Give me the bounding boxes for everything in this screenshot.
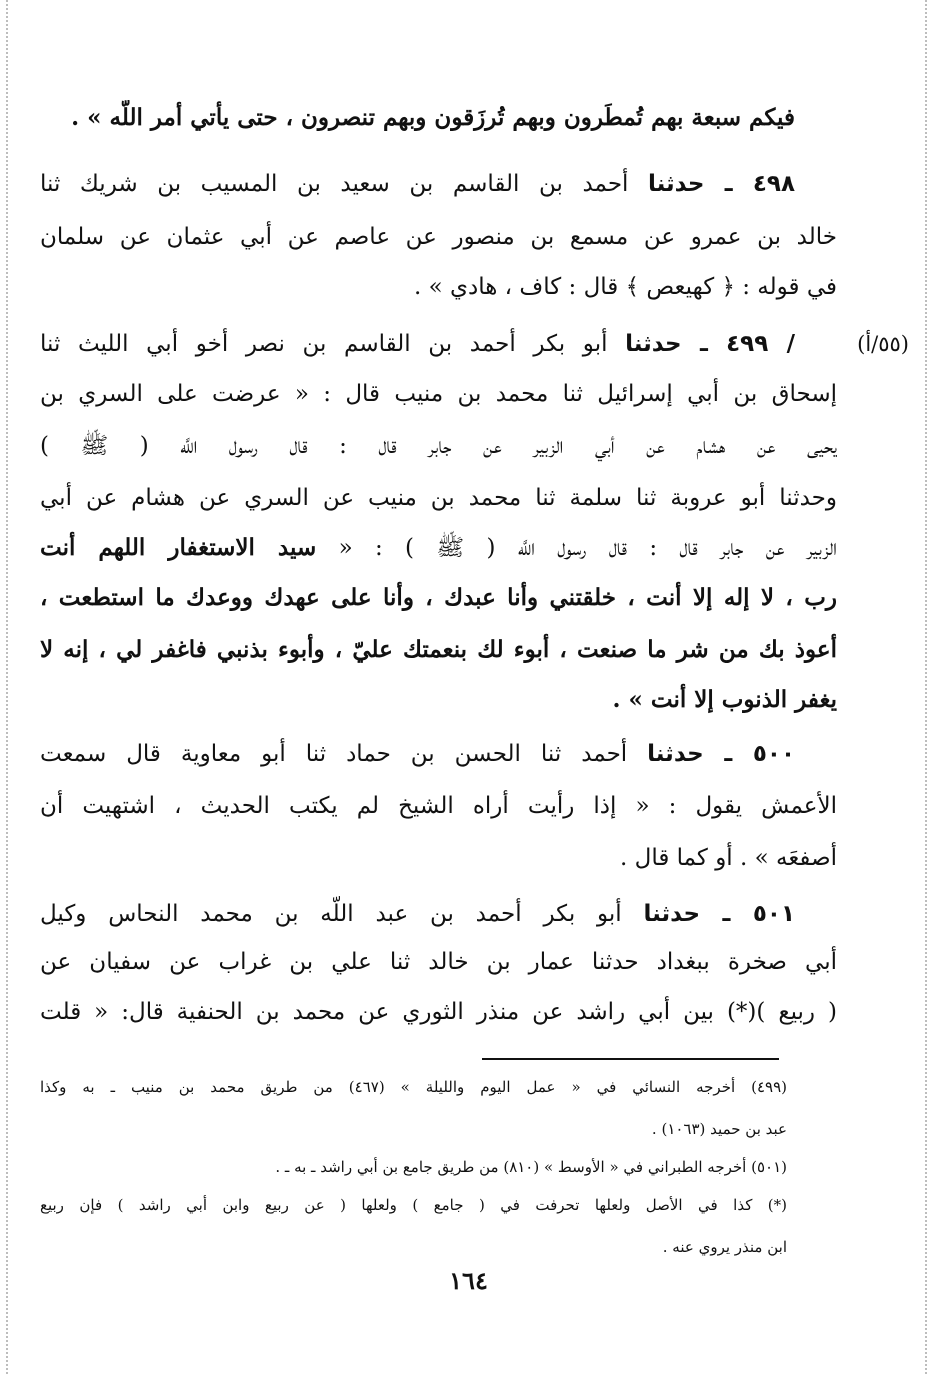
line-text: أحمد بن القاسم بن سعيد بن المسيب بن شريك ثنا	[40, 171, 648, 197]
text-line	[40, 788, 837, 828]
line-text: في قوله : ﴿ كهيعص ﴾ قال : كاف ، هادي » .	[413, 274, 837, 300]
text-line	[40, 840, 837, 880]
text-line	[40, 994, 837, 1034]
hadith-501-line-1	[40, 896, 795, 936]
hadith-498-line-1	[40, 166, 795, 206]
line-text: إسحاق بن أبي إسرائيل ثنا محمد بن منيب قال : « عرضت على السري بن	[40, 381, 837, 407]
footnote-line: (*) كذا في الأصل ولعلها تحرفت في ( جامع ) ولعلها ( عن ربيع وابن أبي راشد ) فإن ربيع	[40, 1196, 787, 1214]
line-text: رب ، لا إله إلا أنت ، خلقتني وأنا عبدك ، وأنا على عهدك ووعدك ما استطعت ،	[40, 584, 837, 611]
hadith-number-501: ٥٠١ ـ حدثنا	[643, 901, 795, 927]
footnote-line: عبد بن حميد (١٠٦٣) .	[651, 1120, 787, 1138]
text-line	[40, 376, 837, 416]
line-text: ( ربيع )(*) بين أبي راشد عن منذر الثوري عن محمد بن الحنفية قال: « قلت	[40, 999, 837, 1025]
hadith-number-499: / ٤٩٩ ـ حدثنا	[625, 331, 795, 357]
line-text: أبو بكر أحمد بن القاسم بن نصر أخو أبي الليث ثنا	[40, 331, 626, 357]
line-text: يحيى عن هشام عن أبي الزبير عن جابر قال : قال رسول اللَّه ( ﷺ )	[40, 433, 837, 459]
text-line	[40, 530, 837, 570]
bold-quote: سيد الاستغفار اللهم أنت	[40, 534, 317, 561]
margin-folio-note: (٥٥/أ)	[857, 332, 909, 356]
line-text: الأعمش يقول : « إذا رأيت أراه الشيخ لم يكتب الحديث ، اشتهيت أن	[40, 793, 837, 819]
footnote-line: (٤٩٩) أخرجه النسائي في « عمل اليوم والليلة » (٤٦٧) من طريق محمد بن منيب ـ به وكذا	[40, 1078, 787, 1096]
text-line	[40, 944, 837, 984]
text-line	[40, 580, 837, 620]
footnote-line: (٥٠١) أخرجه الطبراني في « الأوسط » (٨١٠) من طريق جامع بن أبي راشد ـ به ـ .	[275, 1158, 787, 1176]
text-line	[40, 269, 837, 309]
text-line	[40, 480, 837, 520]
footnote-separator	[482, 1058, 779, 1060]
hadith-number-498: ٤٩٨ ـ حدثنا	[647, 171, 795, 197]
line-text: يغفر الذنوب إلا أنت » .	[612, 686, 837, 713]
hadith-500-line-1	[40, 736, 795, 776]
line-text: وحدثنا أبو عروبة ثنا سلمة ثنا محمد بن منيب عن السري عن هشام عن أبي	[40, 485, 837, 511]
text-line	[40, 428, 837, 468]
text-line	[40, 682, 837, 722]
footnote-line: ابن منذر يروي عنه .	[662, 1238, 787, 1256]
line-text: أبي صخرة ببغداد حدثنا عمار بن خالد ثنا علي بن غراب عن سفيان عن	[40, 949, 837, 975]
line-text: أصفعَه » . أو كما قال .	[619, 845, 837, 871]
page-edge-left	[6, 0, 8, 1374]
line-text: فيكم سبعة بهم تُمطَرون وبهم تُرزَقون وبهم تنصرون ، حتى يأتي أمر اللَّه » .	[71, 104, 795, 131]
line-text: أحمد ثنا الحسن بن حماد ثنا أبو معاوية قال سمعت	[40, 741, 648, 767]
page-number: ١٦٤	[449, 1266, 488, 1295]
text-line	[40, 219, 837, 259]
line-text: أبو بكر أحمد بن عبد اللَّه بن محمد النحاس وكيل	[40, 901, 644, 927]
page-edge-right	[925, 0, 927, 1374]
hadith-number-500: ٥٠٠ ـ حدثنا	[647, 741, 795, 767]
text-line	[40, 632, 837, 672]
line-text: خالد بن عمرو عن مسمع بن منصور عن عاصم عن أبي عثمان عن سلمان	[40, 224, 837, 250]
line-text: الزبير عن جابر قال : قال رسول اللَّه ( ﷺ ) : «	[316, 535, 837, 561]
line-text: أعوذ بك من شر ما صنعت ، أبوء لك بنعمتك عليّ ، وأبوء بذنبي فاغفر لي ، إنه لا	[40, 636, 837, 663]
hadith-499-line-1	[40, 326, 795, 366]
text-line	[40, 100, 795, 140]
